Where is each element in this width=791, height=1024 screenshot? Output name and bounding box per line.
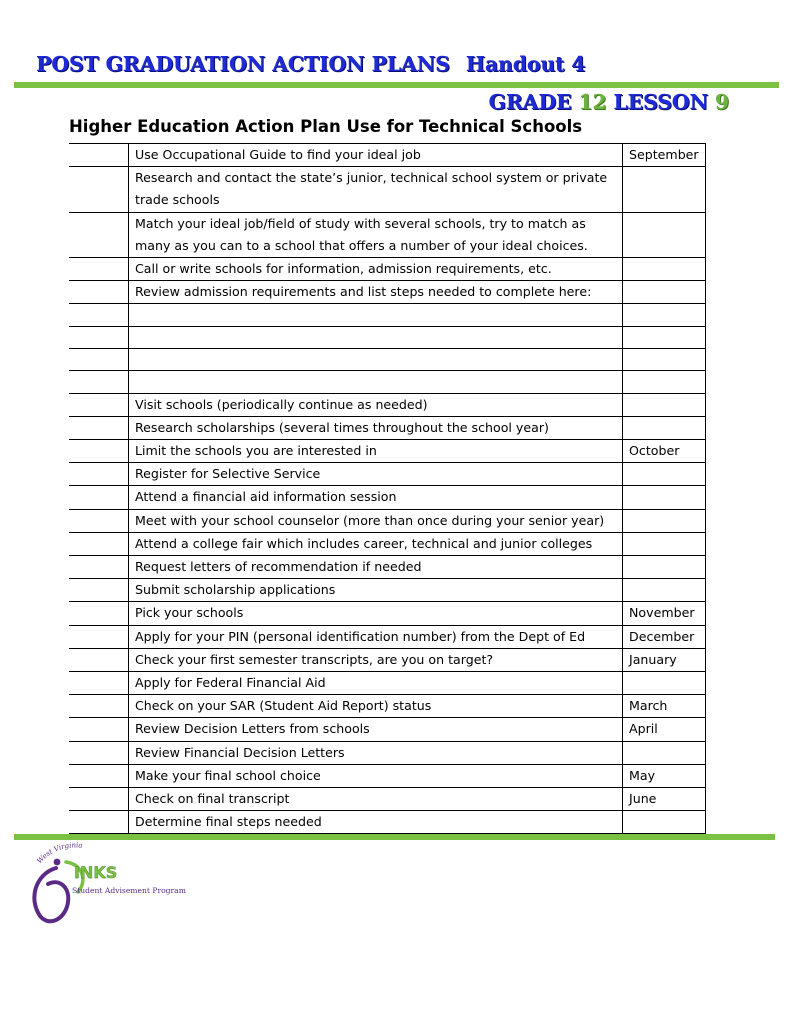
task-cell: [129, 349, 623, 371]
month-cell: November: [623, 602, 706, 625]
checkoff-cell: [69, 718, 129, 741]
checkoff-cell: [69, 212, 129, 257]
task-text: Call or write schools for information, admission requirements, etc.: [135, 261, 552, 277]
month-cell: [623, 349, 706, 371]
month-cell: [623, 463, 706, 486]
month-cell: [623, 486, 706, 509]
task-text-continued: trade schools: [135, 192, 220, 208]
task-text: Review Decision Letters from schools: [135, 721, 370, 737]
title-text: POST GRADUATION ACTION PLANS: [36, 52, 450, 76]
checkoff-cell: [69, 788, 129, 811]
task-text: Check on your SAR (Student Aid Report) status: [135, 698, 432, 714]
plan-subtitle: Higher Education Action Plan Use for Technical Schools: [69, 117, 583, 136]
task-text: Limit the schools you are interested in: [135, 443, 377, 459]
checkoff-cell: [69, 144, 129, 167]
action-plan-table: [69, 143, 706, 834]
checkoff-cell: [69, 304, 129, 326]
links-logo: [26, 840, 206, 925]
task-text: Review Financial Decision Letters: [135, 744, 345, 760]
table-row: [69, 579, 706, 602]
table-row: [69, 532, 706, 555]
task-cell: [129, 695, 623, 718]
task-text: Use Occupational Guide to find your ideal job: [135, 147, 421, 162]
task-cell: [129, 532, 623, 555]
table-row: [69, 371, 706, 393]
task-cell: [129, 788, 623, 811]
task-cell: [129, 212, 623, 257]
table-row: [69, 258, 706, 281]
checkoff-cell: [69, 579, 129, 602]
table-row: [69, 718, 706, 741]
task-cell: [129, 579, 623, 602]
task-text: Visit schools (periodically continue as needed): [135, 396, 428, 412]
task-text: Review admission requirements and list steps needed to complete here:: [135, 284, 592, 300]
checkoff-cell: [69, 486, 129, 509]
page-title: [36, 52, 585, 76]
table-row: [69, 304, 706, 326]
task-cell: [129, 281, 623, 304]
checkoff-cell: [69, 556, 129, 579]
checkoff-cell: [69, 393, 129, 416]
task-cell: [129, 556, 623, 579]
month-cell: December: [623, 625, 706, 648]
checkoff-cell: [69, 625, 129, 648]
task-cell: [129, 393, 623, 416]
task-text: Check your first semester transcripts, are you on target?: [135, 651, 494, 667]
table-row: [69, 764, 706, 787]
task-cell: [129, 602, 623, 625]
month-cell: [623, 741, 706, 764]
table-row: [69, 144, 706, 167]
checkoff-cell: [69, 326, 129, 348]
task-cell: [129, 625, 623, 648]
task-text-continued: many as you can to a school that offers a number of your ideal choices.: [135, 237, 588, 253]
table-row: [69, 416, 706, 439]
checkoff-cell: [69, 532, 129, 555]
month-cell: May: [623, 764, 706, 787]
task-cell: [129, 648, 623, 671]
task-text: Make your final school choice: [135, 767, 321, 783]
table-row: [69, 556, 706, 579]
task-cell: [129, 718, 623, 741]
task-text: Research and contact the state’s junior, technical school system or private: [135, 170, 608, 186]
logo-swoosh-icon: [34, 868, 68, 921]
table-row: [69, 281, 706, 304]
task-text: Apply for your PIN (personal identification number) from the Dept of Ed: [135, 628, 586, 644]
month-cell: [623, 212, 706, 257]
checkoff-cell: [69, 281, 129, 304]
task-cell: [129, 811, 623, 834]
checkoff-cell: [69, 648, 129, 671]
task-cell: [129, 672, 623, 695]
checkoff-cell: [69, 764, 129, 787]
month-cell: [623, 393, 706, 416]
month-cell: [623, 532, 706, 555]
lesson-number: 9: [714, 90, 729, 114]
month-cell: March: [623, 695, 706, 718]
task-text: Pick your schools: [135, 605, 244, 621]
table-row: [69, 811, 706, 834]
month-cell: January: [623, 648, 706, 671]
logo-dot-icon: [54, 859, 61, 866]
task-cell: [129, 304, 623, 326]
month-cell: [623, 281, 706, 304]
month-cell: [623, 509, 706, 532]
task-cell: [129, 509, 623, 532]
logo-tagline: Student Advisement Program: [72, 886, 186, 895]
table-row: [69, 440, 706, 463]
task-text: Determine final steps needed: [135, 814, 322, 830]
checkoff-cell: [69, 167, 129, 212]
task-cell: [129, 371, 623, 393]
month-cell: [623, 258, 706, 281]
task-text: Attend a financial aid information session: [135, 489, 397, 505]
logo-brand-text: INKS: [74, 863, 118, 882]
checkoff-cell: [69, 463, 129, 486]
table-row: [69, 648, 706, 671]
task-text: Apply for Federal Financial Aid: [135, 675, 326, 691]
task-text: Submit scholarship applications: [135, 582, 336, 598]
month-cell: April: [623, 718, 706, 741]
table-row: [69, 393, 706, 416]
task-cell: [129, 416, 623, 439]
checkoff-cell: [69, 349, 129, 371]
task-cell: [129, 167, 623, 212]
checkoff-cell: [69, 811, 129, 834]
grade-number: 12: [578, 90, 607, 114]
table-row: [69, 349, 706, 371]
month-cell: [623, 811, 706, 834]
month-cell: [623, 371, 706, 393]
top-divider: [14, 82, 779, 88]
task-text: Attend a college fair which includes career, technical and junior colleges: [135, 535, 593, 551]
task-text: Meet with your school counselor (more than once during your senior year): [135, 512, 605, 528]
month-cell: [623, 672, 706, 695]
grade-lesson-heading: [489, 90, 729, 114]
task-cell: [129, 741, 623, 764]
table-row: [69, 625, 706, 648]
task-cell: [129, 463, 623, 486]
checkoff-cell: [69, 695, 129, 718]
task-cell: [129, 326, 623, 348]
task-cell: [129, 486, 623, 509]
table-row: [69, 672, 706, 695]
checkoff-cell: [69, 258, 129, 281]
month-cell: [623, 326, 706, 348]
task-cell: [129, 144, 623, 167]
checkoff-cell: [69, 509, 129, 532]
month-cell: June: [623, 788, 706, 811]
task-cell: [129, 440, 623, 463]
checkoff-cell: [69, 440, 129, 463]
handout-label: Handout 4: [465, 52, 586, 76]
task-text: Research scholarships (several times throughout the school year): [135, 419, 549, 435]
checkoff-cell: [69, 371, 129, 393]
month-cell: September: [623, 144, 706, 167]
task-text: Check on final transcript: [135, 791, 290, 807]
table-row: [69, 463, 706, 486]
task-text: Register for Selective Service: [135, 466, 321, 482]
table-row: [69, 509, 706, 532]
task-text: Request letters of recommendation if needed: [135, 559, 422, 575]
table-row: [69, 602, 706, 625]
logo-arc-text: West Virginia: [35, 841, 83, 866]
checkoff-cell: [69, 672, 129, 695]
table-row: [69, 695, 706, 718]
month-cell: [623, 416, 706, 439]
task-text: Match your ideal job/field of study with several schools, try to match as: [135, 215, 586, 231]
task-cell: [129, 258, 623, 281]
month-cell: [623, 304, 706, 326]
month-cell: October: [623, 440, 706, 463]
checkoff-cell: [69, 602, 129, 625]
table-row: [69, 741, 706, 764]
table-row: [69, 326, 706, 348]
task-cell: [129, 764, 623, 787]
table-row: [69, 212, 706, 257]
month-cell: [623, 579, 706, 602]
checkoff-cell: [69, 741, 129, 764]
checkoff-cell: [69, 416, 129, 439]
grade-word: GRADE: [488, 90, 572, 114]
table-row: [69, 167, 706, 212]
table-row: [69, 486, 706, 509]
month-cell: [623, 556, 706, 579]
table-row: [69, 788, 706, 811]
month-cell: [623, 167, 706, 212]
lesson-word: LESSON: [613, 90, 708, 114]
